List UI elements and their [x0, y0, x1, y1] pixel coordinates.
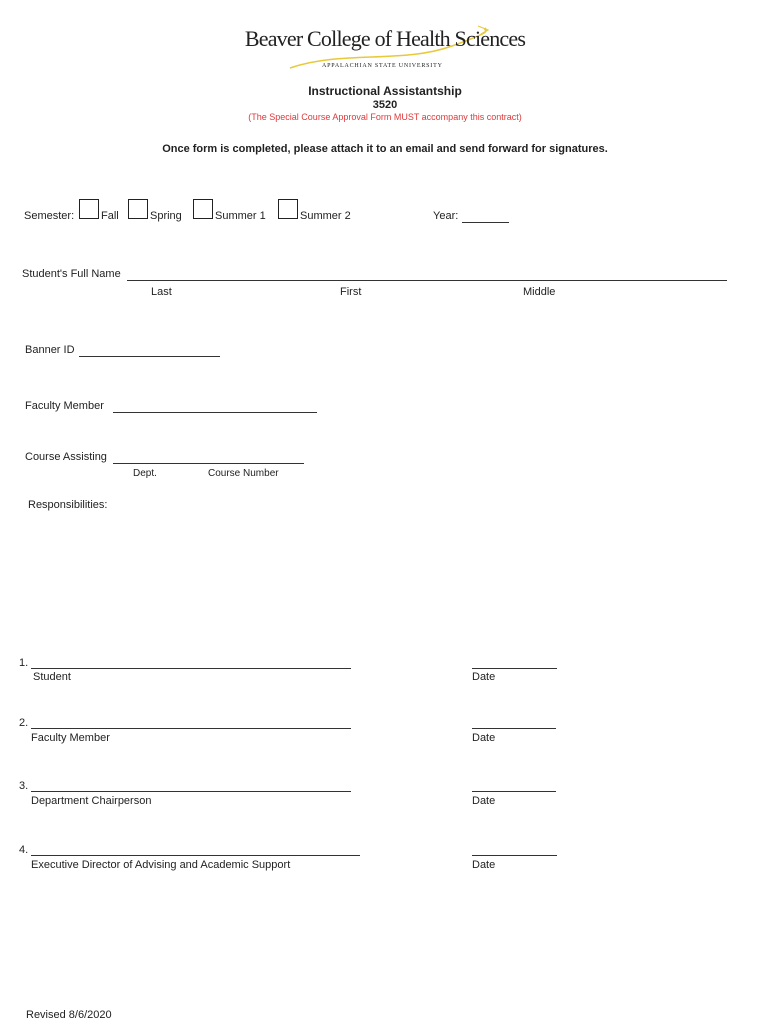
logo-title: Beaver College of Health Sciences	[244, 26, 526, 51]
spring-checkbox[interactable]	[128, 199, 148, 219]
spring-label: Spring	[150, 210, 182, 222]
semester-label: Semester:	[24, 210, 75, 222]
instruction-text: Once form is completed, please attach it to an email and send forward for signatures.	[162, 143, 608, 155]
banner-id-label: Banner ID	[25, 344, 75, 356]
student-name-label: Student's Full Name	[22, 268, 121, 280]
course-number-label: Course Number	[208, 468, 279, 479]
fall-checkbox[interactable]	[79, 199, 99, 219]
student-name-field[interactable]	[127, 280, 727, 281]
form-title: Instructional Assistantship	[308, 84, 462, 98]
faculty-date-label: Date	[472, 732, 496, 744]
director-role-label: Executive Director of Advising and Academic Support	[31, 859, 291, 871]
year-field[interactable]	[462, 222, 509, 223]
director-date-line[interactable]	[472, 855, 557, 856]
student-role-label: Student	[33, 671, 71, 683]
middle-name-label: Middle	[523, 286, 556, 298]
summer-1-checkbox[interactable]	[193, 199, 213, 219]
chair-role-label: Department Chairperson	[31, 795, 152, 807]
faculty-role-label: Faculty Member	[31, 732, 110, 744]
logo-subtitle: APPALACHIAN STATE UNIVERSITY	[322, 63, 443, 69]
responsibilities-label: Responsibilities:	[28, 499, 108, 511]
student-date-label: Date	[472, 671, 496, 683]
director-date-label: Date	[472, 859, 496, 871]
approval-note: (The Special Course Approval Form MUST accompany this contract)	[248, 112, 522, 122]
faculty-date-line[interactable]	[472, 728, 556, 729]
student-signature-line[interactable]	[31, 668, 351, 669]
director-signature-line[interactable]	[31, 855, 360, 856]
last-name-label: Last	[151, 286, 172, 298]
summer-2-label: Summer 2	[300, 210, 351, 222]
summer-1-label: Summer 1	[215, 210, 266, 222]
signature-number: 4.	[19, 844, 29, 856]
chair-date-label: Date	[472, 795, 496, 807]
signature-number: 1.	[19, 657, 29, 669]
year-label: Year:	[433, 210, 459, 222]
banner-id-field[interactable]	[79, 356, 220, 357]
first-name-label: First	[340, 286, 362, 298]
faculty-member-field[interactable]	[113, 412, 317, 413]
chair-date-line[interactable]	[472, 791, 556, 792]
faculty-member-label: Faculty Member	[25, 400, 104, 412]
faculty-signature-line[interactable]	[31, 728, 351, 729]
dept-label: Dept.	[133, 468, 157, 479]
signature-number: 2.	[19, 717, 29, 729]
student-date-line[interactable]	[472, 668, 557, 669]
course-assisting-field[interactable]	[113, 463, 304, 464]
summer-2-checkbox[interactable]	[278, 199, 298, 219]
course-assisting-label: Course Assisting	[25, 451, 107, 463]
fall-label: Fall	[101, 210, 119, 222]
revised-date: Revised 8/6/2020	[26, 1009, 112, 1021]
signature-number: 3.	[19, 780, 29, 792]
chair-signature-line[interactable]	[31, 791, 351, 792]
form-number: 3520	[372, 99, 398, 111]
